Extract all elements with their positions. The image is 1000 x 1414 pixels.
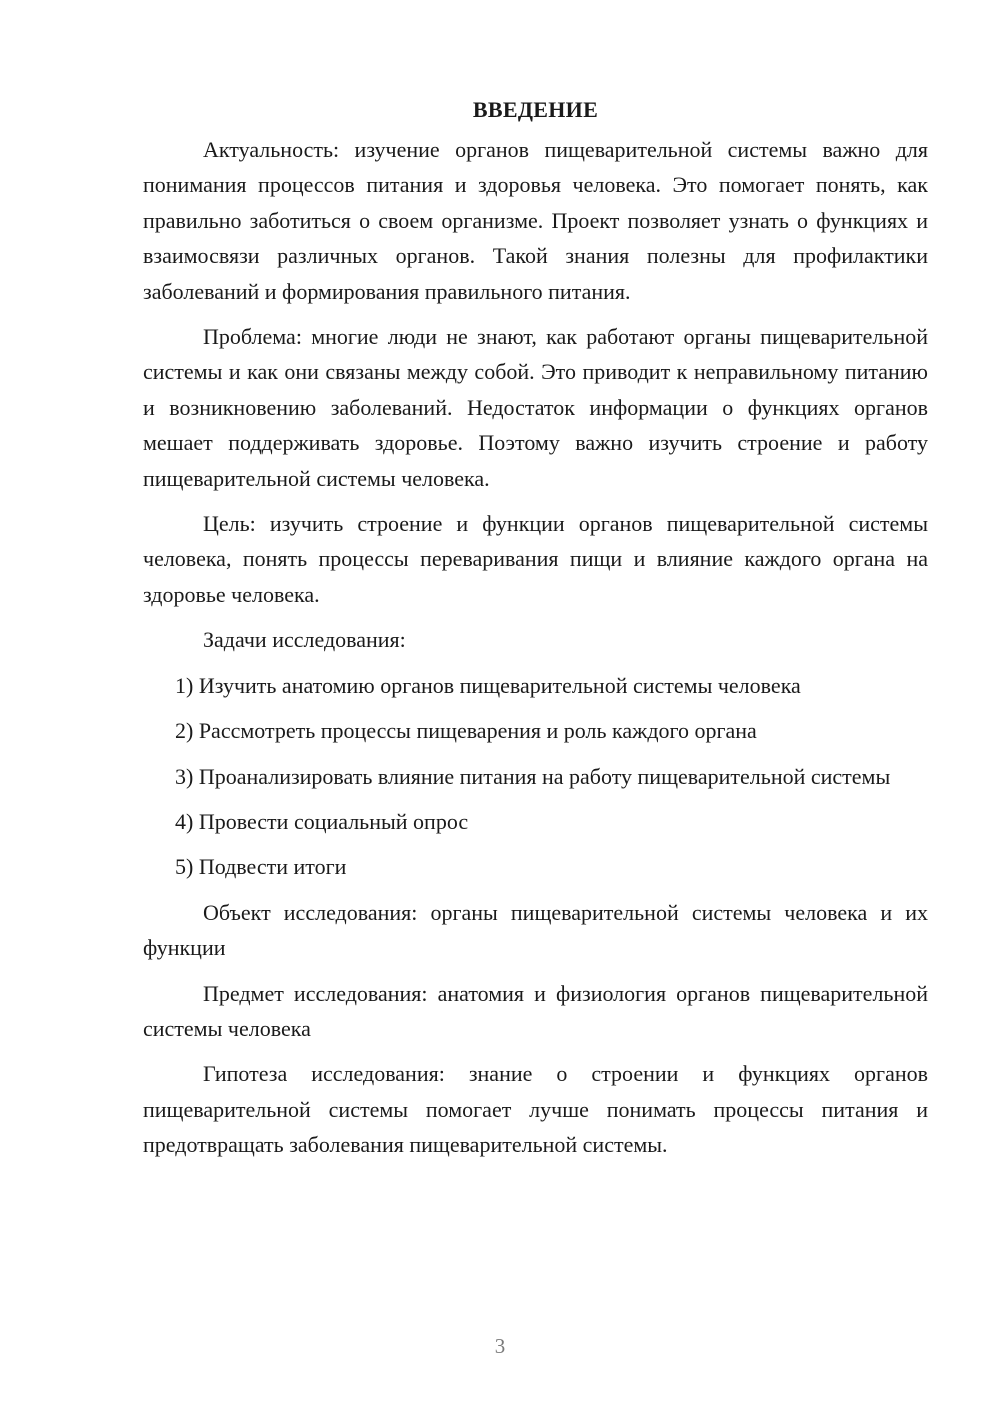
task-item: 4) Провести социальный опрос bbox=[175, 808, 469, 834]
subject-paragraph: Предмет исследования: анатомия и физиология органов пищеварительной системы человека bbox=[143, 980, 928, 1041]
task-item: 2) Рассмотреть процессы пищеварения и роль каждого органа bbox=[175, 718, 757, 744]
task-item: 3) Проанализировать влияние питания на работу пищеварительной системы bbox=[175, 763, 891, 789]
problem-paragraph: Проблема: многие люди не знают, как работают органы пищеварительной системы и как они связаны между собой. Это приводит к неправильному питанию и возникновению заболеваний. Недостаток информации о функциях органов мешает поддерживать здоровье. Поэтому важно изучить строение и работу пищеварительной системы человека. bbox=[143, 324, 928, 491]
object-paragraph: Объект исследования: органы пищеварительной системы человека и их функции bbox=[143, 899, 928, 961]
relevance-paragraph: Актуальность: изучение органов пищеварительной системы важно для понимания процессов питания и здоровья человека. Это помогает понять, как правильно заботиться о своем организме. Проект позволяет узнать о функциях и взаимосвязи различных органов. Такой знания полезны для профилактики заболеваний и формирования правильного питания. bbox=[143, 137, 928, 304]
page-number: 3 bbox=[494, 1334, 506, 1358]
task-item: 5) Подвести итоги bbox=[175, 854, 347, 880]
goal-paragraph: Цель: изучить строение и функции органов пищеварительной системы человека, понять процессы переваривания пищи и влияние каждого органа на здоровье человека. bbox=[143, 511, 928, 607]
section-title: ВВЕДЕНИЕ bbox=[472, 97, 599, 122]
document-page bbox=[143, 92, 928, 1173]
task-item: 1) Изучить анатомию органов пищеварительной системы человека bbox=[175, 672, 801, 698]
hypothesis-paragraph: Гипотеза исследования: знание о строении и функциях органов пищеварительной системы помогает лучше понимать процессы питания и предотвращать заболевания пищеварительной системы. bbox=[143, 1061, 928, 1158]
tasks-heading: Задачи исследования: bbox=[203, 627, 406, 653]
